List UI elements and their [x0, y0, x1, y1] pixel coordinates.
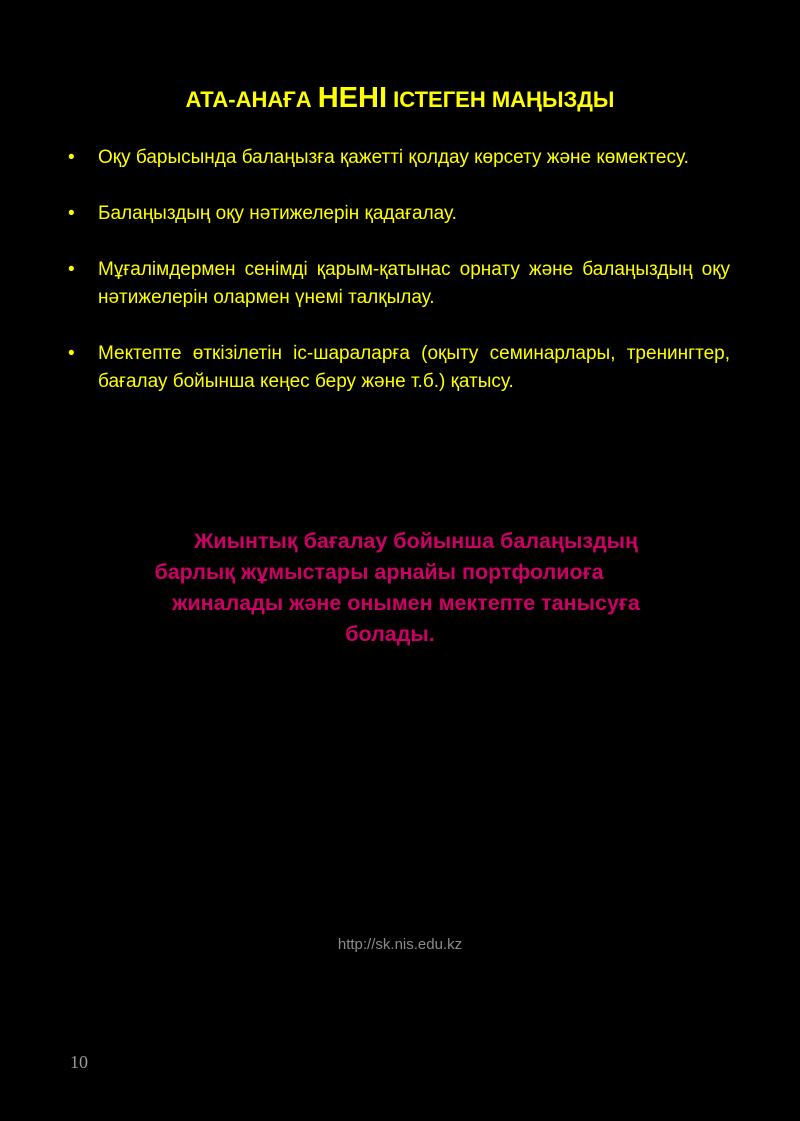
heading-part-1: АТА-АНАҒА: [185, 87, 318, 112]
bullet-icon: •: [68, 343, 75, 364]
note-line-1: Жиынтық бағалау бойынша балаңыздың: [193, 529, 639, 553]
bullet-icon: •: [68, 147, 75, 168]
list-item-text: Мұғалімдермен сенімді қарым-қатынас орнату және балаңыздың оқу нәтижелерін олармен үнемі талқылау.: [98, 259, 730, 308]
note-line-4: болады.: [345, 622, 435, 646]
list-item: [68, 340, 730, 396]
website-url: http://sk.nis.edu.kz: [337, 936, 463, 953]
list-item-text: Оқу барысында балаңызға қажетті қолдау көрсету және көмектесу.: [98, 147, 689, 168]
bullet-icon: •: [68, 203, 75, 224]
list-item-text: Балаңыздың оқу нәтижелерін қадағалау.: [98, 203, 457, 224]
list-item-text: Мектепте өткізілетін іс-шараларға (оқыту семинарлары, тренингтер, бағалау бойынша кеңес беру және т.б.) қатысу.: [98, 343, 730, 392]
list-item: [68, 144, 730, 172]
bullet-icon: •: [68, 259, 75, 280]
heading-part-3: ІСТЕГЕН МАҢЫЗДЫ: [387, 87, 615, 112]
list-item: [68, 256, 730, 312]
page-heading: [0, 80, 800, 118]
page-number: 10: [70, 1052, 88, 1072]
note-line-2: барлық жұмыстары арнайы портфолиоға: [154, 560, 604, 584]
note-line-3: жиналады және онымен мектепте танысуға: [172, 591, 640, 615]
portfolio-note: [100, 526, 700, 650]
list-item: [68, 200, 730, 228]
heading-emphasis: НЕНІ: [317, 82, 388, 114]
bullet-list: [68, 144, 730, 424]
